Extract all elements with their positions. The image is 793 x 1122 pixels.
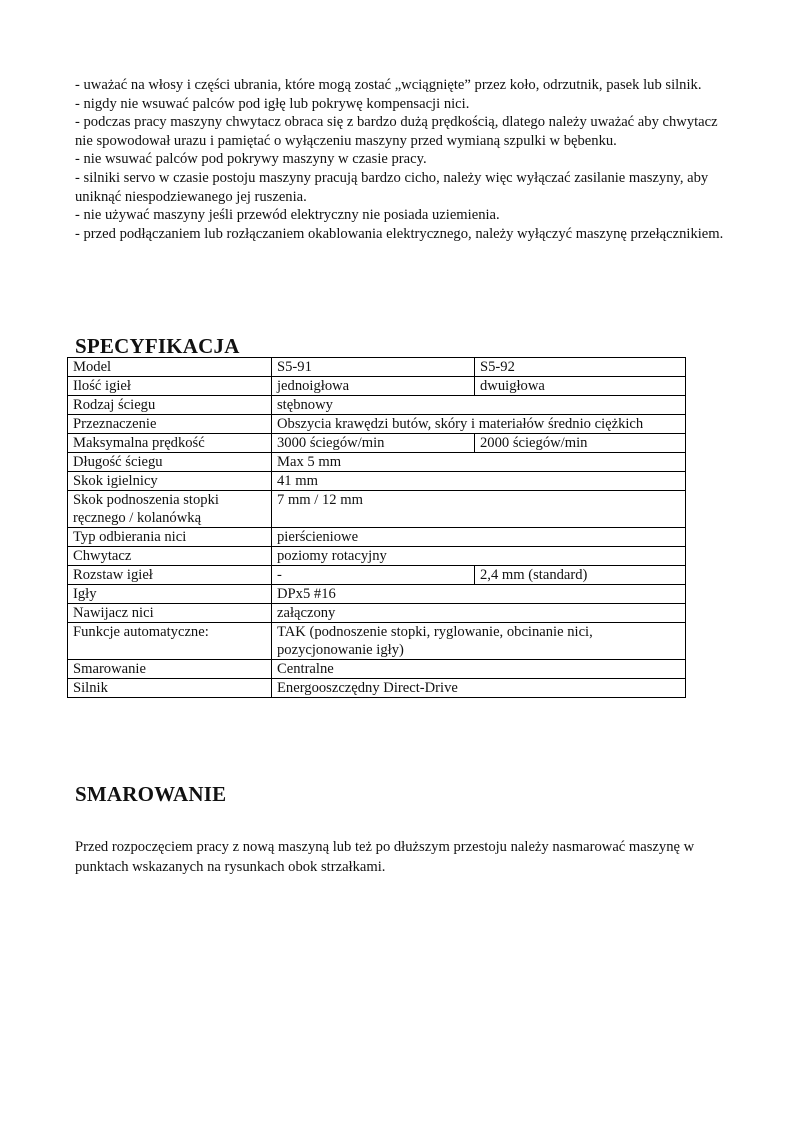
- spec-heading: SPECYFIKACJA: [75, 334, 240, 358]
- table-row: [68, 415, 686, 434]
- spec-value: stębnowy: [272, 396, 686, 415]
- table-row: [68, 623, 686, 660]
- spec-label: Chwytacz: [68, 547, 272, 566]
- spec-value: poziomy rotacyjny: [272, 547, 686, 566]
- instruction-line: - uważać na włosy i części ubrania, które mogą zostać „wciągnięte” przez koło, odrzutnik, pasek lub silnik.: [75, 77, 702, 93]
- instruction-line: - silniki servo w czasie postoju maszyny pracują bardzo cicho, należy więc wyłączać zasilanie maszyny, aby uniknąć niespodziewanego jej ruszenia.: [75, 169, 709, 205]
- table-row: [68, 491, 686, 528]
- table-row: [68, 566, 686, 585]
- instruction-line: - nie używać maszyny jeśli przewód elektryczny nie posiada uziemienia.: [75, 207, 500, 224]
- table-row: [68, 453, 686, 472]
- spec-value: pierścieniowe: [272, 528, 686, 547]
- spec-label: Silnik: [68, 679, 272, 698]
- table-row: [68, 434, 686, 453]
- spec-value: DPx5 #16: [272, 585, 686, 604]
- spec-label: Maksymalna prędkość: [68, 434, 272, 453]
- spec-table: [67, 357, 686, 698]
- spec-value: TAK (podnoszenie stopki, ryglowanie, obcinanie nici, pozycjonowanie igły): [272, 623, 686, 660]
- spec-label: Igły: [68, 585, 272, 604]
- spec-value: Centralne: [272, 660, 686, 679]
- spec-label: Funkcje automatyczne:: [68, 623, 272, 660]
- table-row: [68, 679, 686, 698]
- spec-value: 2,4 mm (standard): [475, 566, 686, 585]
- spec-value: S5-91: [272, 358, 475, 377]
- table-row: [68, 396, 686, 415]
- table-row: [68, 358, 686, 377]
- instruction-line: - nie wsuwać palców pod pokrywy maszyny w czasie pracy.: [75, 151, 427, 168]
- spec-label: Rodzaj ściegu: [68, 396, 272, 415]
- spec-value: 7 mm / 12 mm: [272, 491, 686, 528]
- spec-value: załączony: [272, 604, 686, 623]
- spec-label: Ilość igieł: [68, 377, 272, 396]
- lubrication-text: Przed rozpoczęciem pracy z nową maszyną lub też po dłuższym przestoju należy nasmarować maszynę w punktach wskazanych na rysunkach obok strzałkami.: [75, 838, 695, 875]
- spec-value: Max 5 mm: [272, 453, 686, 472]
- spec-value: Obszycia krawędzi butów, skóry i materiałów średnio ciężkich: [272, 415, 686, 434]
- spec-label: Typ odbierania nici: [68, 528, 272, 547]
- spec-value: 2000 ściegów/min: [475, 434, 686, 453]
- spec-label: Model: [68, 358, 272, 377]
- table-row: [68, 472, 686, 491]
- spec-label: Długość ściegu: [68, 453, 272, 472]
- spec-value: 3000 ściegów/min: [272, 434, 475, 453]
- instruction-line: - przed podłączaniem lub rozłączaniem okablowania elektrycznego, należy wyłączyć maszynę przełącznikiem.: [75, 225, 724, 242]
- spec-label: Nawijacz nici: [68, 604, 272, 623]
- spec-label: Skok igielnicy: [68, 472, 272, 491]
- table-row: [68, 377, 686, 396]
- table-row: [68, 660, 686, 679]
- spec-label: Smarowanie: [68, 660, 272, 679]
- spec-value: -: [272, 566, 475, 585]
- spec-value: Energooszczędny Direct-Drive: [272, 679, 686, 698]
- spec-value: S5-92: [475, 358, 686, 377]
- lubrication-heading: SMAROWANIE: [75, 782, 227, 806]
- spec-label: Przeznaczenie: [68, 415, 272, 434]
- spec-value: dwuigłowa: [475, 377, 686, 396]
- safety-instructions: [75, 76, 725, 243]
- table-row: [68, 604, 686, 623]
- table-row: [68, 547, 686, 566]
- table-row: [68, 585, 686, 604]
- spec-value: jednoigłowa: [272, 377, 475, 396]
- table-row: [68, 528, 686, 547]
- spec-label: Rozstaw igieł: [68, 566, 272, 585]
- spec-label: Skok podnoszenia stopki ręcznego / kolanówką: [68, 491, 272, 528]
- spec-value: 41 mm: [272, 472, 686, 491]
- instruction-line: - nigdy nie wsuwać palców pod igłę lub pokrywę kompensacji nici.: [75, 95, 470, 112]
- instruction-line: - podczas pracy maszyny chwytacz obraca się z bardzo dużą prędkością, dlatego należy uważać aby chwytacz nie spowodował urazu i pamiętać o wyłączeniu maszyny przed wymianą szpulki w bębenku.: [75, 114, 718, 149]
